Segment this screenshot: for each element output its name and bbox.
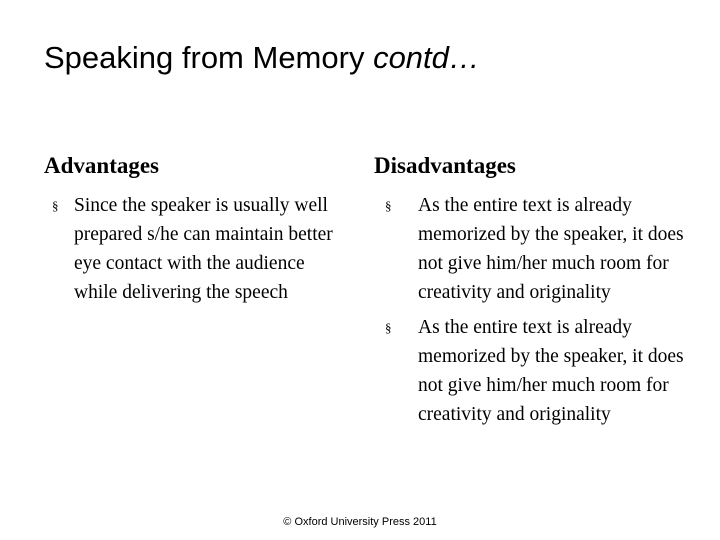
advantage-text: Since the speaker is usually well prepared s/he can maintain better eye contact with the audience while delivering the speech bbox=[74, 195, 333, 303]
disadvantage-text: As the entire text is already memorized by the speaker, it does not give him/her much room for creativity and originality bbox=[418, 317, 684, 425]
disadvantage-item bbox=[385, 313, 685, 429]
slide-title bbox=[44, 38, 480, 78]
slide-title-main: Speaking from Memory bbox=[44, 40, 374, 75]
disadvantage-item bbox=[385, 191, 685, 307]
advantage-item bbox=[52, 191, 342, 307]
disadvantages-list bbox=[385, 191, 685, 435]
advantages-list bbox=[52, 191, 342, 307]
disadvantages-heading: Disadvantages bbox=[374, 153, 516, 178]
slide-title-contd: contd… bbox=[373, 40, 480, 75]
bullet-icon: § bbox=[385, 198, 392, 213]
disadvantage-text: As the entire text is already memorized by the speaker, it does not give him/her much room for creativity and originality bbox=[418, 195, 684, 303]
bullet-icon: § bbox=[385, 320, 392, 335]
advantages-heading: Advantages bbox=[44, 153, 160, 178]
copyright-footer: © Oxford University Press 2011 bbox=[283, 516, 437, 528]
bullet-icon: § bbox=[52, 198, 59, 213]
